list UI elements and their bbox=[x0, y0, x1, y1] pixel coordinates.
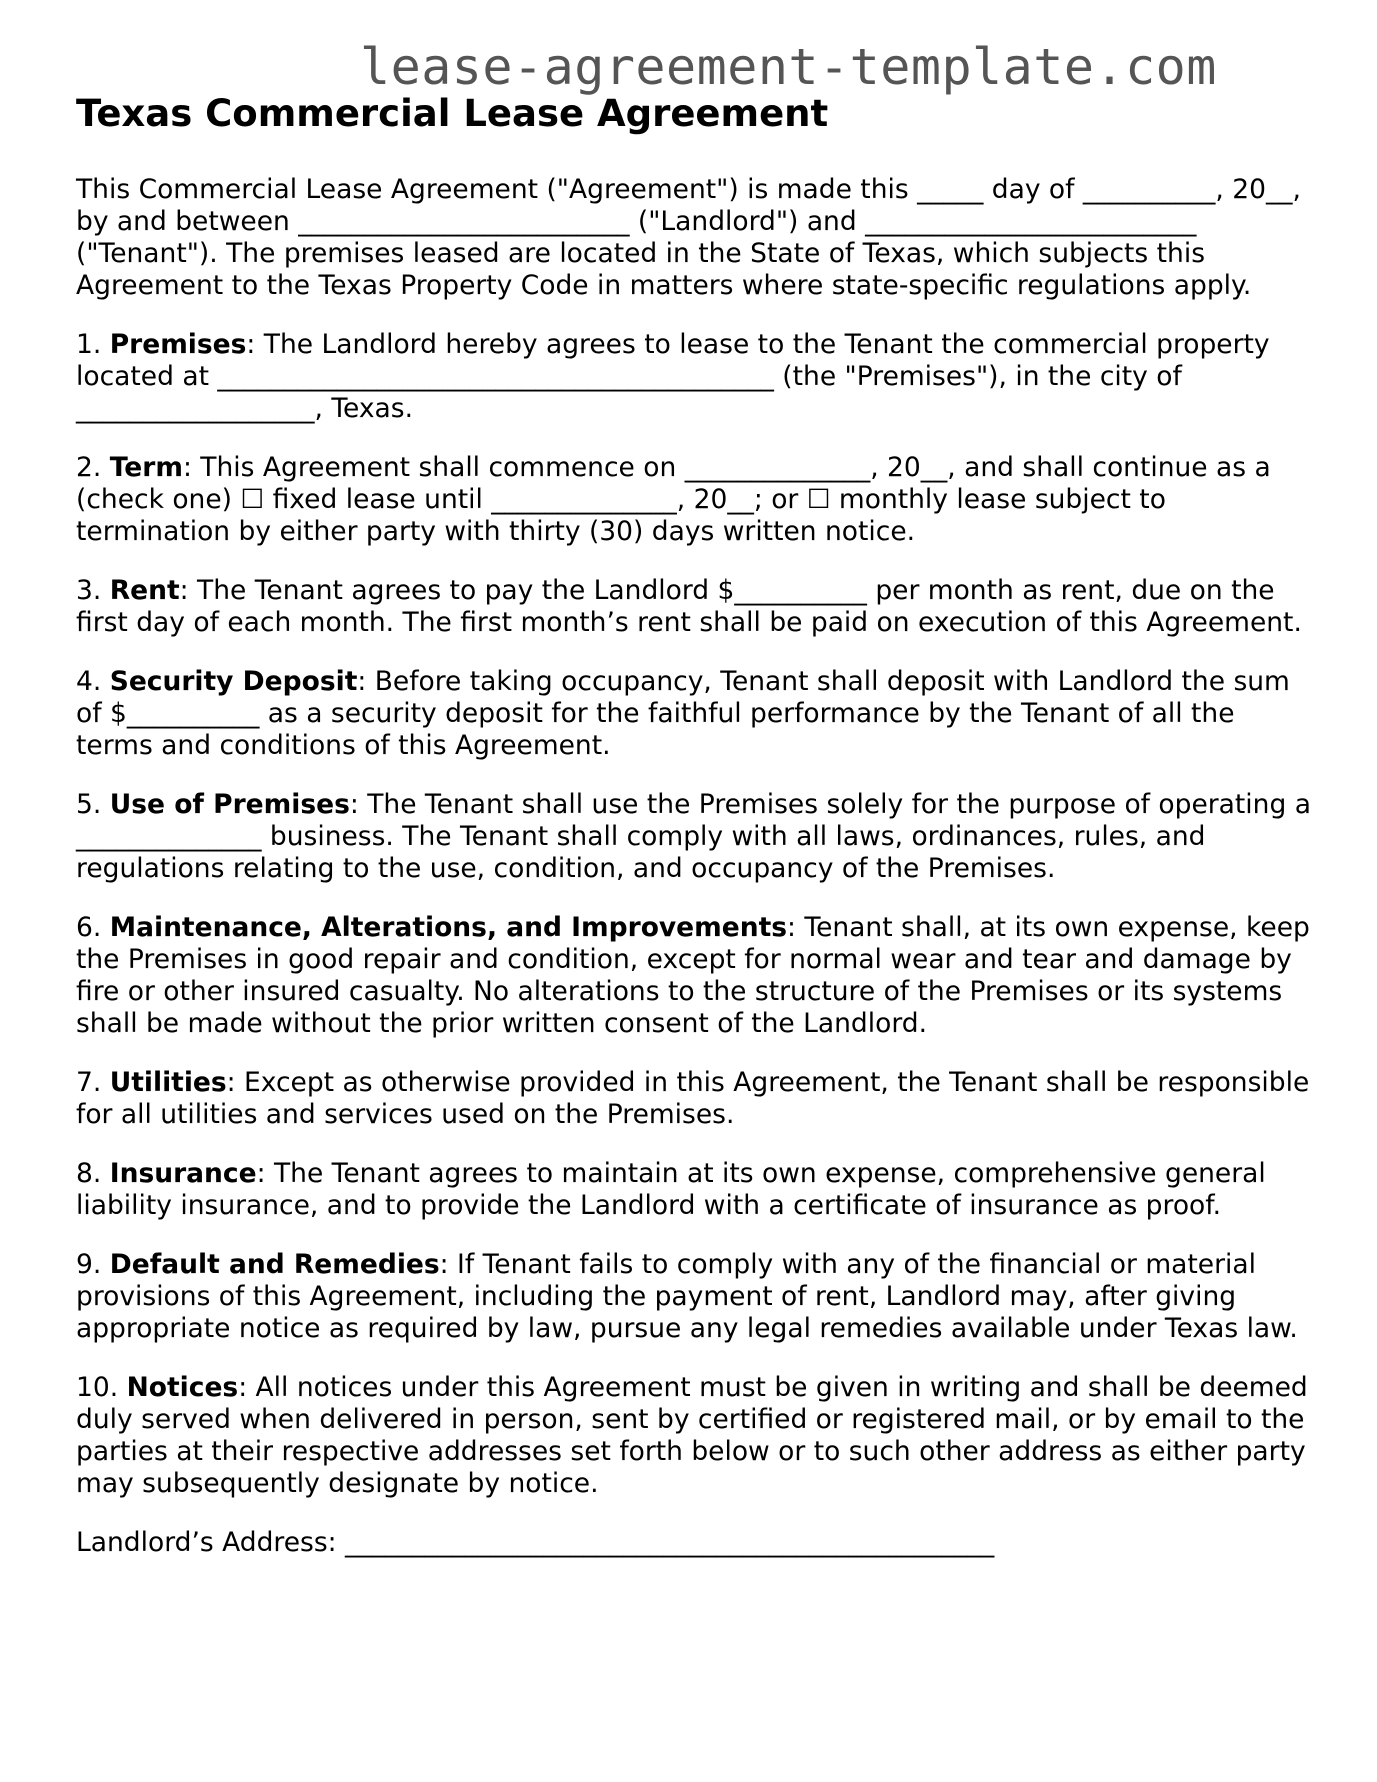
section-use-of-premises bbox=[76, 789, 1316, 885]
section-body: : This Agreement shall commence on ______________, 20__, and shall continue as a (check one) ☐ fixed lease until ______________, 20__; or ☐ monthly lease subject to termination by either party with thirty (30) days written notice. bbox=[76, 452, 1271, 547]
section-notices bbox=[76, 1372, 1316, 1500]
landlord-address-label: Landlord’s Address: bbox=[76, 1527, 337, 1558]
section-number: 9. bbox=[76, 1249, 102, 1280]
section-body: : The Landlord hereby agrees to lease to the Tenant the commercial property located at __________________________________________ (the "Premises"), in the city of __________________, Texas. bbox=[76, 329, 1270, 424]
section-security-deposit bbox=[76, 666, 1316, 762]
section-heading: Security Deposit bbox=[109, 666, 358, 697]
section-heading: Term bbox=[109, 452, 183, 483]
landlord-address-blank[interactable]: _________________________________________________ bbox=[345, 1527, 995, 1558]
section-heading: Rent bbox=[109, 575, 180, 606]
section-heading: Default and Remedies bbox=[109, 1249, 440, 1280]
section-maintenance bbox=[76, 912, 1316, 1040]
section-number: 6. bbox=[76, 912, 102, 943]
section-premises bbox=[76, 329, 1316, 425]
section-body: : The Tenant agrees to pay the Landlord $__________ per month as rent, due on the first day of each month. The first month’s rent shall be paid on execution of this Agreement. bbox=[76, 575, 1302, 638]
section-number: 8. bbox=[76, 1158, 102, 1189]
section-default-remedies bbox=[76, 1249, 1316, 1345]
section-heading: Use of Premises bbox=[109, 789, 350, 820]
section-body: : Except as otherwise provided in this Agreement, the Tenant shall be responsible for all utilities and services used on the Premises. bbox=[76, 1067, 1310, 1130]
section-insurance bbox=[76, 1158, 1316, 1222]
section-number: 7. bbox=[76, 1067, 102, 1098]
section-term bbox=[76, 452, 1316, 548]
intro-paragraph: This Commercial Lease Agreement ("Agreement") is made this _____ day of __________, 20__, by and between _________________________ ("Landlord") and _________________________ ("Tenant"). The premises leased are located in the State of Texas, which subjects this Agreement to the Texas Property Code in matters where state-specific regulations apply. bbox=[76, 174, 1301, 301]
section-heading: Premises bbox=[109, 329, 247, 360]
section-number: 5. bbox=[76, 789, 102, 820]
section-number: 4. bbox=[76, 666, 102, 697]
section-utilities bbox=[76, 1067, 1316, 1131]
section-heading: Maintenance, Alterations, and Improvements bbox=[109, 912, 788, 943]
section-body: : If Tenant fails to comply with any of the financial or material provisions of this Agreement, including the payment of rent, Landlord may, after giving appropriate notice as required by law, pursue any legal remedies available under Texas law. bbox=[76, 1249, 1298, 1344]
document-title: Texas Commercial Lease Agreement bbox=[76, 92, 829, 135]
section-body: : The Tenant agrees to maintain at its own expense, comprehensive general liability insurance, and to provide the Landlord with a certificate of insurance as proof. bbox=[76, 1158, 1266, 1221]
section-number: 2. bbox=[76, 452, 102, 483]
document-body bbox=[76, 174, 1316, 1559]
section-body: : All notices under this Agreement must be given in writing and shall be deemed duly served when delivered in person, sent by certified or registered mail, or by email to the parties at their respective addresses set forth below or to such other address as either party may subsequently designate by notice. bbox=[76, 1372, 1308, 1499]
section-number: 3. bbox=[76, 575, 102, 606]
section-number: 1. bbox=[76, 329, 102, 360]
section-body: : The Tenant shall use the Premises solely for the purpose of operating a ______________ business. The Tenant shall comply with all laws, ordinances, rules, and regulations relating to the use, condition, and occupancy of the Premises. bbox=[76, 789, 1311, 884]
section-heading: Utilities bbox=[109, 1067, 227, 1098]
section-body: : Before taking occupancy, Tenant shall deposit with Landlord the sum of $__________ as a security deposit for the faithful performance by the Tenant of all the terms and conditions of this Agreement. bbox=[76, 666, 1290, 761]
section-body: : Tenant shall, at its own expense, keep the Premises in good repair and condition, except for normal wear and tear and damage by fire or other insured casualty. No alterations to the structure of the Premises or its systems shall be made without the prior written consent of the Landlord. bbox=[76, 912, 1310, 1039]
landlord-address-line bbox=[76, 1527, 1316, 1559]
watermark: lease-agreement-template.com bbox=[360, 38, 1217, 96]
section-heading: Notices bbox=[126, 1372, 239, 1403]
section-number: 10. bbox=[76, 1372, 119, 1403]
section-rent bbox=[76, 575, 1316, 639]
section-heading: Insurance bbox=[109, 1158, 257, 1189]
